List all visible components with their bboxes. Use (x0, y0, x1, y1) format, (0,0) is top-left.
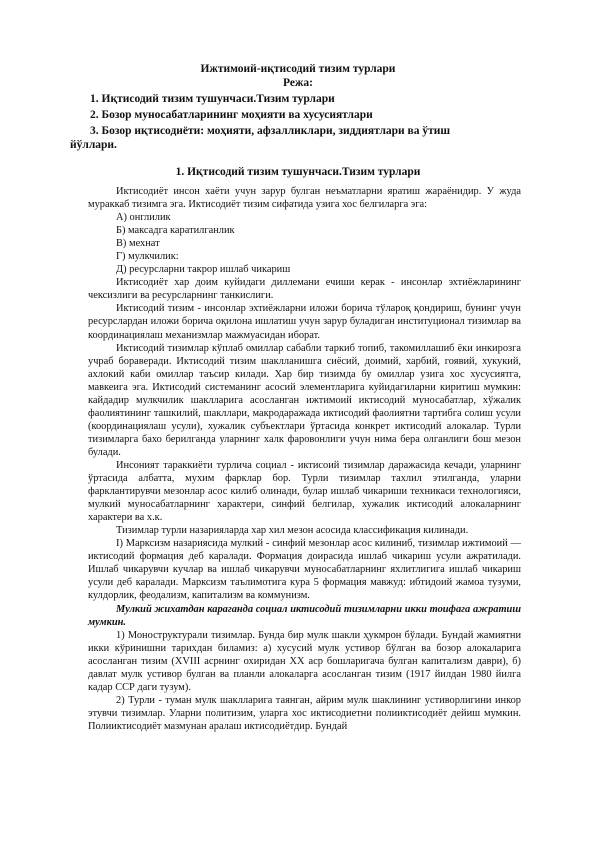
list-item: A) онглилик (116, 212, 171, 224)
paragraph: Иктисодий тизим - инсонлар эхтиёжларни иложи борича тўлароқ қондириш, бунинг учун ресурслардан иложи борича оқилона ишлатиш учун зарур буладиган институционал тизимлар ва координациялаш механизмлар мажмуасидан иборат. (88, 303, 521, 341)
list-item: В) мехнат (116, 238, 160, 250)
paragraph: I) Марксизм назариясида мулкий - синфий мезонлар асос килиниб, тизимлар ижтимоий — иктисодий формация деб каралади. Формация доирасида ишлаб чикариш усули ажратилади. Ишлаб чикарувчи кучлар ва ишлаб чикарувчи муносабатларнинг яхлитлигига ишлаб чикариш усули деб каралади. Марксизм таълимотига кура 5 формация мавжуд: ибтидоий жамоа тузуми, кулдорлик, феодализм, капитализм ва коммунизм. (88, 538, 521, 602)
list-item: Б) максадга каратилганлик (116, 225, 235, 237)
plan-item-3: 3. Бозор иқтисодиёти: моҳияти, афзалликлари, зиддиятлари ва ўтиш (90, 125, 451, 137)
plan-item-1: 1. Иқтисодий тизим тушунчаси.Тизим турлари (90, 93, 335, 105)
paragraph: Иктисодиёт хар доим куйидаги диллемани ечиши керак - инсонлар эхтиёжларининг чексизлиги ва ресурсларнинг танкислиги. (88, 277, 521, 302)
document-title: Ижтимоий-иқтисодий тизим турлари (200, 63, 396, 75)
paragraph: Тизимлар турли назарияларда хар хил мезон асосида классификация килинади. (116, 525, 469, 537)
plan-label: Режа: (283, 77, 313, 89)
section-title: 1. Иқтисодий тизим тушунчаси.Тизим турлари (175, 166, 421, 178)
paragraph: Иктисодиёт инсон хаёти учун зарур булган неъматларни яратиш жараёнидир. У жуда мураккаб тизимга эга. Иктисодиёт тизим сифатида узига хос белгиларга эга: (88, 186, 521, 211)
document-body (88, 185, 521, 733)
paragraph: Иктисодий тизимлар кўплаб омиллар сабабли таркиб топиб, такомиллашиб ёки инкирозга учраб бораверади. Иктисодий тизим шаклланишга сиёсий, доимий, харбий, гоявий, хукукий, ахлокий каби омиллар таъсир килади. Хар бир тизимда бу омиллар узига хос хусусиятга, мавкеига эга. Иктисодий системанинг асосий элементларига куйидагиларни киритиш мумкин: кайдадир мулкчилик шаклларига асосланган ижтимоий иктисодий муносабатлар, хўжалик фаолиятининг ташкилий, шакллари, макродаражада иктисодий фаолиятни тартибга солиш усули (координациялаш усули), хужалик субъектлари ўртасида конкрет иктисодий алокалар. Турли тизимларга бахо берилганда уларнинг халк фаровонлиги учун нима бера олганлиги бош мезон булади. (88, 342, 521, 458)
plan-item-3-continuation: йўллари. (70, 139, 117, 151)
paragraph: 1) Моноструктурали тизимлар. Бунда бир мулк шакли ҳукмрон бўлади. Бундай жамиятни икки кўринишни тарихдан биламиз: а) хусусий мулк устивор бўлган ва бозор алокаларига асосланган тизим (XVIII асрнинг охиридан XX аср бошларигача булган капитализм даври), б) давлат мулк устивор булган ва планли алокаларга асосланган тизим (1917 йилдан 1980 йилга кадар ССР даги тузум). (88, 629, 521, 693)
paragraph: Инсоният тараккиёти турлича социал - иктисоий тизимлар даражасида кечади, уларнинг ўртасида албатта, мухим фарклар бор. Турли тизимлар тахлил этилганда, уларни фарклантирувчи мезонлар асос килиб олинади, булар ишлаб чикариши техникаси технологияси, мулкий муносабатларнинг характери, синфий белгилар, хужалик иктисодий алокаларнинг характери ва х.к. (88, 459, 521, 524)
paragraph-emphasis: Мулкий жихатдан караганда социал иктисодий тизимларни икки тоифага ажратиш мумкин. (88, 603, 521, 628)
list-item: Г) мулкчилик: (116, 251, 179, 263)
plan-item-2: 2. Бозор муносабатларининг моҳияти ва хусусиятлари (90, 109, 373, 121)
paragraph: 2) Турли - туман мулк шаклларига таянган, айрим мулк шаклининг устиворлигини инкор этувчи тизимлар. Уларни политизим, уларга хос иктисодиетни полииктисодиёт дейиш мумкин. Полииктисодиёт мазмунан аралаш иктисодиётдир. Бундай (88, 694, 521, 732)
list-item: Д) ресурсларни такрор ишлаб чикариш (116, 264, 291, 276)
